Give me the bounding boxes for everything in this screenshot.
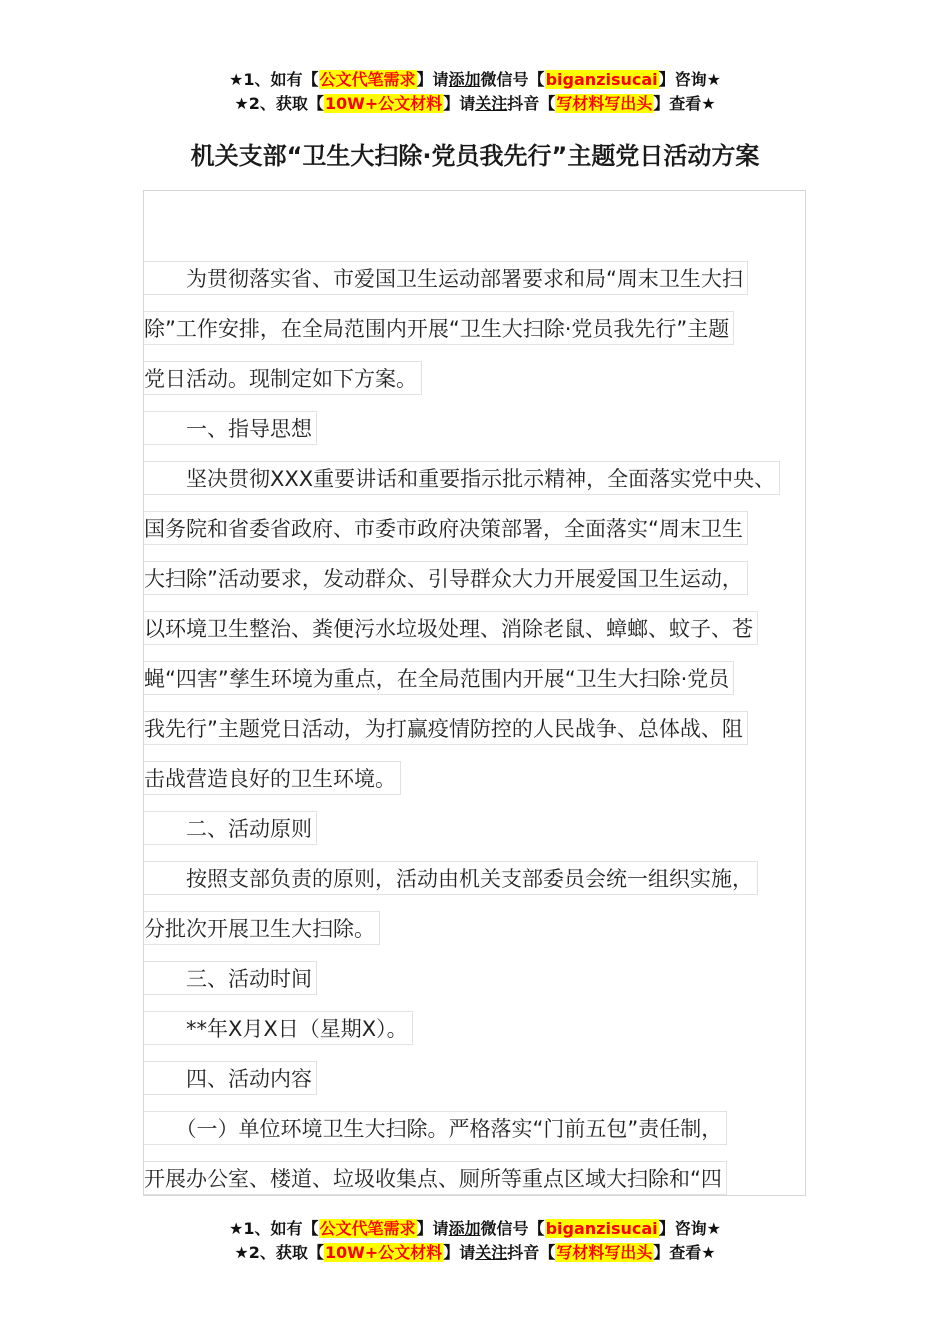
promo-text: 】请: [416, 1219, 449, 1238]
promo-underline: 添加: [448, 70, 481, 89]
document-body: [143, 190, 806, 1196]
promo-text: 】请: [416, 70, 449, 89]
section-heading: 二、活动原则: [144, 811, 317, 845]
promo-underline: 添加: [448, 1219, 481, 1238]
promo-line-2: [0, 92, 950, 116]
body-line: 分批次开展卫生大扫除。: [144, 911, 380, 945]
promo-text: 】请: [443, 1243, 476, 1262]
promo-line-1: [0, 68, 950, 92]
promo-underline: 关注: [475, 1243, 508, 1262]
promo-highlight: 公文代笔需求: [319, 70, 416, 89]
promo-text: ★2、获取【: [234, 1243, 324, 1262]
body-line: 开展办公室、楼道、垃圾收集点、厕所等重点区域大扫除和“四: [144, 1161, 727, 1195]
promo-text: 】查看★: [653, 1243, 716, 1262]
promo-highlight: biganzisucai: [545, 70, 658, 89]
promo-text: ★2、获取【: [234, 94, 324, 113]
section-heading: 四、活动内容: [144, 1061, 317, 1095]
body-line: **年X月X日（星期X）。: [144, 1011, 413, 1045]
body-line: 党日活动。现制定如下方案。: [144, 361, 422, 395]
body-line: （一）单位环境卫生大扫除。严格落实“门前五包”责任制，: [144, 1111, 727, 1145]
promo-text: 】咨询★: [658, 70, 721, 89]
document-title: 机关支部“卫生大扫除·党员我先行”主题党日活动方案: [190, 142, 760, 170]
promo-text: 微信号【: [480, 70, 545, 89]
promo-highlight: 写材料写出头: [556, 1243, 653, 1262]
promo-text: 】咨询★: [658, 1219, 721, 1238]
promo-line-2: [0, 1241, 950, 1265]
promo-text: 】请: [443, 94, 476, 113]
section-heading: 一、指导思想: [144, 411, 317, 445]
promo-highlight: 写材料写出头: [556, 94, 653, 113]
promo-text: 抖音【: [507, 1243, 556, 1262]
section-heading: 三、活动时间: [144, 961, 317, 995]
body-line: 我先行”主题党日活动，为打赢疫情防控的人民战争、总体战、阻: [144, 711, 748, 745]
body-line: 按照支部负责的原则，活动由机关支部委员会统一组织实施，: [144, 861, 758, 895]
promo-underline: 关注: [475, 94, 508, 113]
body-line: 为贯彻落实省、市爱国卫生运动部署要求和局“周末卫生大扫: [144, 261, 748, 295]
body-line: 大扫除”活动要求，发动群众、引导群众大力开展爱国卫生运动，: [144, 561, 748, 595]
promo-highlight: 10W+公文材料: [324, 1243, 443, 1262]
promo-banner-top: [0, 68, 950, 116]
promo-line-1: [0, 1217, 950, 1241]
promo-text: 】查看★: [653, 94, 716, 113]
promo-highlight: 公文代笔需求: [319, 1219, 416, 1238]
body-line: 除”工作安排，在全局范围内开展“卫生大扫除·党员我先行”主题: [144, 311, 734, 345]
promo-text: 微信号【: [480, 1219, 545, 1238]
promo-banner-bottom: [0, 1217, 950, 1265]
promo-highlight: 10W+公文材料: [324, 94, 443, 113]
body-line: 坚决贯彻XXX重要讲话和重要指示批示精神，全面落实党中央、: [144, 461, 780, 495]
body-line: 蝇“四害”孳生环境为重点，在全局范围内开展“卫生大扫除·党员: [144, 661, 734, 695]
body-line: 国务院和省委省政府、市委市政府决策部署，全面落实“周末卫生: [144, 511, 748, 545]
promo-text: ★1、如有【: [229, 1219, 319, 1238]
promo-text: 抖音【: [507, 94, 556, 113]
promo-highlight: biganzisucai: [545, 1219, 658, 1238]
body-line: 击战营造良好的卫生环境。: [144, 761, 401, 795]
promo-text: ★1、如有【: [229, 70, 319, 89]
body-line: 以环境卫生整治、粪便污水垃圾处理、消除老鼠、蟑螂、蚊子、苍: [144, 611, 758, 645]
